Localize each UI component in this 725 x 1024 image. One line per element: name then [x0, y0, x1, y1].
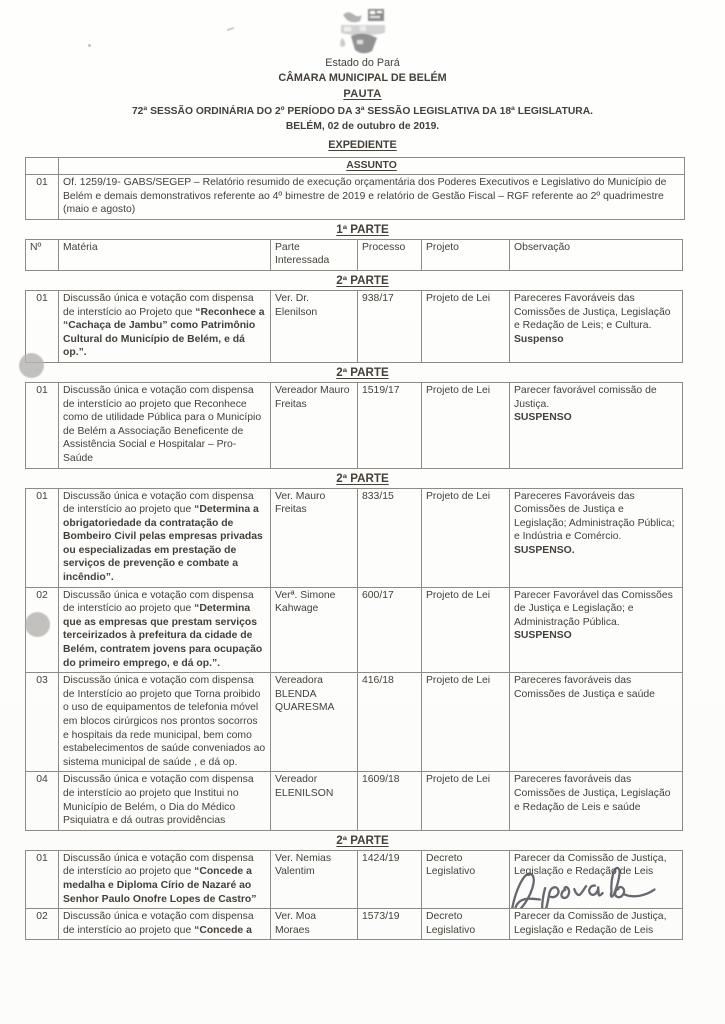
section-heading-label: 2ª PARTE — [336, 471, 389, 485]
col-header-observacao: Observação — [510, 239, 683, 270]
session-title: 72ª SESSÃO ORDINÁRIA DO 2º PERÍODO DA 3ª SESSÃO LEGISLATIVA DA 18ª LEGISLATURA. — [131, 106, 594, 117]
processo-cell: 1424/19 — [358, 850, 422, 908]
observacao-cell — [510, 850, 683, 908]
columns-header-row — [26, 239, 683, 270]
section-heading-label: 2ª PARTE — [336, 833, 389, 847]
materia-cell — [59, 909, 271, 940]
observacao-cell — [510, 587, 683, 673]
section-heading-label: 2ª PARTE — [336, 273, 389, 287]
document-header — [0, 0, 725, 152]
col-header-parte: Parte Interessada — [271, 239, 358, 270]
section-heading — [0, 366, 725, 380]
projeto-cell: Projeto de Lei — [422, 488, 510, 587]
row-number-cell: 01 — [26, 382, 59, 468]
row-number-cell: 02 — [26, 909, 59, 940]
parts-sections — [0, 274, 725, 940]
observacao-cell — [510, 772, 683, 830]
col-header-processo: Processo — [358, 239, 422, 270]
projeto-cell: Decreto Legislativo — [422, 909, 510, 940]
expediente-heading: EXPEDIENTE — [328, 139, 397, 151]
observacao-cell — [510, 673, 683, 772]
observacao-text: Pareceres Favoráveis das Comissões de Justiça e Legislação; Administração Pública; e Indústria e Comércio. — [514, 490, 675, 543]
row-number-cell: 01 — [26, 175, 59, 220]
processo-cell: 833/15 — [358, 488, 422, 587]
observacao-text: Pareceres favoráveis das Comissões de Justiça e saúde — [514, 675, 655, 700]
projeto-cell: Decreto Legislativo — [422, 850, 510, 908]
coat-of-arms-stamp-icon — [336, 7, 390, 55]
table-row — [26, 382, 683, 468]
parte-table — [25, 290, 683, 363]
observacao-text: Parecer da Comissão de Justiça, Legislação e Redação de Leis — [514, 911, 667, 936]
parte-interessada-cell: Vereadora BLENDA QUARESMA — [271, 673, 358, 772]
processo-cell: 1573/19 — [358, 909, 422, 940]
materia-cell — [59, 488, 271, 587]
materia-cell — [59, 772, 271, 830]
processo-cell: 600/17 — [358, 587, 422, 673]
row-number-cell: 01 — [26, 850, 59, 908]
parte-interessada-cell: Ver. Mauro Freitas — [271, 488, 358, 587]
status-text: SUSPENSO — [514, 412, 572, 424]
section-heading — [0, 472, 725, 486]
projeto-cell: Projeto de Lei — [422, 587, 510, 673]
table-row — [26, 290, 683, 362]
doc-title-line — [0, 88, 725, 101]
status-text: Suspenso — [514, 333, 564, 345]
processo-cell: 416/18 — [358, 673, 422, 772]
observacao-text: Parecer favorável comissão de Justiça. — [514, 384, 657, 410]
materia-text: Discussão única e votação com dispensa de interstício ao projeto que Reconhece como de utilidade Pública para o Município de Belém a Associação Beneficente de Assistência Social e Hospitalar – Pro-Saúde — [63, 384, 262, 464]
expediente-empty-header-cell — [26, 158, 59, 175]
table-row — [26, 909, 683, 940]
observacao-text: Pareceres favoráveis das Comissões de Justiça, Legislação e Redação de Leis e saúde — [514, 774, 671, 813]
table-row — [26, 850, 683, 908]
materia-text: Discussão única e votação com dispensa de interstício ao projeto que — [63, 589, 254, 615]
observacao-cell — [510, 909, 683, 940]
hole-punch-mark — [25, 612, 50, 637]
processo-cell: 938/17 — [358, 290, 422, 362]
observacao-cell — [510, 382, 683, 468]
col-header-materia: Matéria — [59, 239, 271, 270]
section-heading — [0, 834, 725, 848]
table-row — [26, 587, 683, 673]
materia-cell — [59, 290, 271, 362]
materia-text: Discussão única e votação com dispensa de interstício ao Projeto que — [63, 292, 254, 318]
row-number-cell: 02 — [26, 587, 59, 673]
observacao-cell — [510, 290, 683, 362]
section-heading-label: 2ª PARTE — [336, 365, 389, 379]
projeto-cell: Projeto de Lei — [422, 772, 510, 830]
processo-cell: 1519/17 — [358, 382, 422, 468]
observacao-cell — [510, 488, 683, 587]
materia-cell — [59, 382, 271, 468]
status-text: SUSPENSO. — [514, 544, 575, 556]
parte-interessada-cell: Vereador Mauro Freitas — [271, 382, 358, 468]
materia-cell — [59, 850, 271, 908]
parte1-heading-label: 1ª PARTE — [336, 222, 389, 236]
materia-text: Discussão única e votação com dispensa de interstício ao projeto que Institui no Município de Belém, o Dia do Médico Psiquiatra e dá outras providências — [63, 774, 254, 827]
table-row — [26, 772, 683, 830]
table-row — [26, 175, 685, 220]
session-date: BELÉM, 02 de outubro de 2019. — [285, 121, 440, 132]
materia-emphasis-text: “Reconhece a “Cachaça de Jambu” como Patrimônio Cultural do Município de Belém, e dá op.”. — [63, 306, 265, 359]
materia-text: Discussão única e votação com dispensa de interstício ao projeto que — [63, 490, 254, 516]
expediente-heading-line — [0, 139, 725, 152]
col-header-projeto: Projeto — [422, 239, 510, 270]
row-number-cell: 04 — [26, 772, 59, 830]
parte-table — [25, 488, 683, 831]
col-header-numero: Nº — [26, 239, 59, 270]
materia-text: Discussão única e votação com dispensa de interstício ao projeto que — [63, 911, 254, 936]
materia-text: Discussão única e votação com dispensa de Interstício ao projeto que Torna proibido o uso de equipamentos de telefonia móvel em blocos cirúrgicos nos prontos socorros e hospitais da rede municipal, bem como estabelecimentos de saúde conveniados ao sistema municipal de saúde , e dá op. — [63, 675, 266, 768]
expediente-table — [25, 157, 685, 220]
table-row — [26, 488, 683, 587]
assunto-header-label: ASSUNTO — [346, 160, 397, 171]
projeto-cell: Projeto de Lei — [422, 673, 510, 772]
expediente-header-row — [26, 158, 685, 175]
pencil-mark — [88, 44, 91, 47]
expediente-assunto-header-cell — [59, 158, 685, 175]
parte1-columns-table — [25, 239, 683, 271]
processo-cell: 1609/18 — [358, 772, 422, 830]
materia-cell — [59, 587, 271, 673]
observacao-text: Parecer Favorável das Comissões de Justiça e Legislação; e Administração Pública. — [514, 589, 673, 628]
projeto-cell: Projeto de Lei — [422, 382, 510, 468]
parte-table — [25, 850, 683, 941]
observacao-text: Parecer da Comissão de Justiça, Legislação e Redação de Leis — [514, 852, 667, 878]
materia-text: Discussão única e votação com dispensa de interstício ao projeto que — [63, 852, 254, 878]
parte-interessada-cell: Ver. Dr. Elenilson — [271, 290, 358, 362]
table-row — [26, 673, 683, 772]
materia-emphasis-text: “Concede a — [194, 924, 252, 936]
projeto-cell: Projeto de Lei — [422, 290, 510, 362]
parte-interessada-cell: Verª. Simone Kahwage — [271, 587, 358, 673]
materia-cell — [59, 673, 271, 772]
materia-emphasis-text: “Determina que as empresas que prestam serviços terceirizados à prefeitura da cidade de Belém, contratem jovens para ocupação do primeiro emprego, e dá op.”. — [63, 603, 263, 669]
expediente-subject-cell: Of. 1259/19- GABS/SEGEP – Relatório resumido de execução orçamentária dos Poderes Executivos e Legislativo do Município de Belém e demais demonstrativos referente ao 4º bimestre de 2019 e relatório de Gestão Fiscal – RGF referente ao 2º quadrimestre (maio e agosto) — [59, 175, 685, 220]
observacao-text: Pareceres Favoráveis das Comissões de Justiça, Legislação e Redação de Leis; e Cultura. — [514, 292, 671, 332]
state-name: Estado do Pará — [325, 57, 400, 69]
parte1-heading — [0, 223, 725, 237]
parte-interessada-cell: Ver. Nemias Valentim — [271, 850, 358, 908]
row-number-cell: 01 — [26, 488, 59, 587]
parte-table — [25, 382, 683, 469]
section-heading — [0, 274, 725, 288]
materia-emphasis-text: “Determina a obrigatoriedade da contratação de Bombeiro Civil pelas empresas privadas ou especializadas em prestação de serviços de prevenção e combate a incêndio”. — [63, 504, 263, 584]
status-text: SUSPENSO — [514, 630, 572, 642]
doc-title: PAUTA — [343, 88, 382, 100]
parte-interessada-cell: Ver. Moa Moraes — [271, 909, 358, 940]
chamber-name: CÂMARA MUNICIPAL DE BELÉM — [278, 72, 447, 84]
parte-interessada-cell: Vereador ELENILSON — [271, 772, 358, 830]
hole-punch-mark — [19, 353, 44, 378]
materia-emphasis-text: “Concede a medalha e Diploma Círio de Nazaré ao Senhor Paulo Onofre Lopes de Castro” — [63, 866, 257, 905]
row-number-cell: 03 — [26, 673, 59, 772]
row-number-cell: 01 — [26, 290, 59, 362]
